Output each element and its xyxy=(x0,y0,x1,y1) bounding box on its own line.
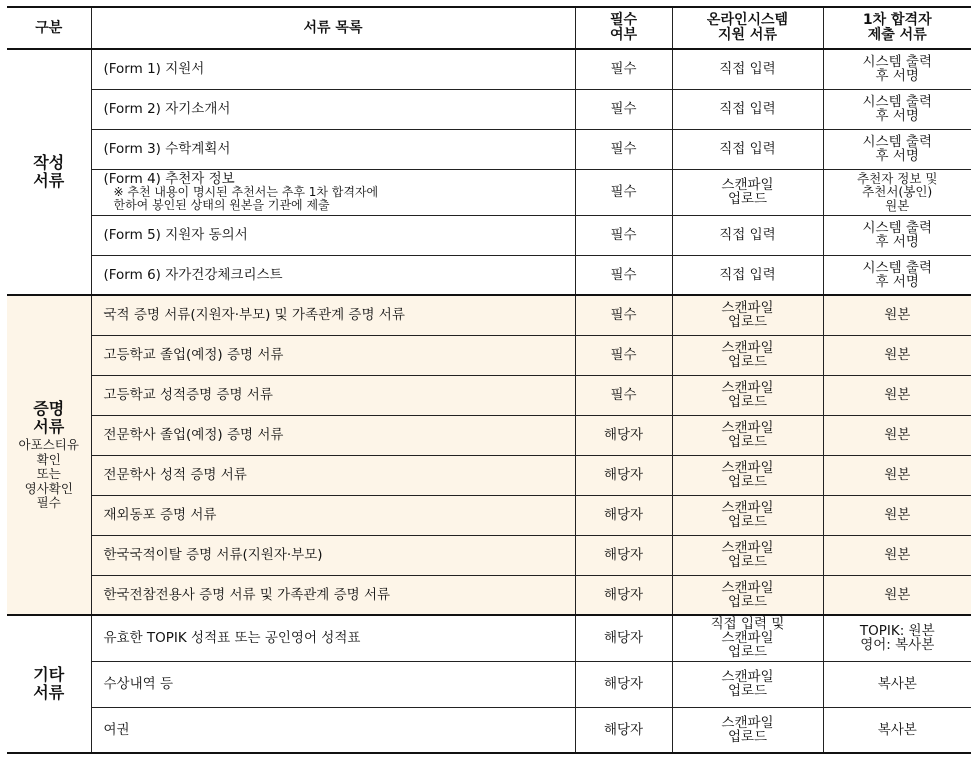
submission-type: 시스템 출력 후 서명 xyxy=(823,89,971,129)
table-row xyxy=(7,215,971,255)
table-row xyxy=(7,375,971,415)
group-certificates xyxy=(7,295,971,615)
category-certificates xyxy=(7,295,91,615)
online-method: 스캔파일 업로드 xyxy=(672,415,823,455)
category-note: 아포스티유 확인 또는 영사확인 필수 xyxy=(18,437,79,510)
online-method: 스캔파일 업로드 xyxy=(672,335,823,375)
online-method: 스캔파일 업로드 xyxy=(672,455,823,495)
online-method: 직접 입력 xyxy=(672,255,823,295)
category-other: 기타 서류 xyxy=(7,615,91,753)
group-written xyxy=(7,49,971,295)
required-status: 해당자 xyxy=(575,575,672,615)
table-row xyxy=(7,495,971,535)
required-status: 필수 xyxy=(575,215,672,255)
online-method: 스캔파일 업로드 xyxy=(672,707,823,753)
required-status: 해당자 xyxy=(575,495,672,535)
document-name: (Form 3) 수학계획서 xyxy=(91,129,575,169)
table-row xyxy=(7,615,971,661)
header-row xyxy=(7,7,971,49)
header-required: 필수 여부 xyxy=(575,7,672,49)
table-row xyxy=(7,49,971,89)
header-online: 온라인시스템 지원 서류 xyxy=(672,7,823,49)
document-name: 한국국적이탈 증명 서류(지원자·부모) xyxy=(91,535,575,575)
document-name: (Form 6) 자가건강체크리스트 xyxy=(91,255,575,295)
submission-type: 시스템 출력 후 서명 xyxy=(823,129,971,169)
submission-type: 복사본 xyxy=(823,707,971,753)
required-status: 필수 xyxy=(575,295,672,335)
table-row xyxy=(7,129,971,169)
submission-type: TOPIK: 원본 영어: 복사본 xyxy=(823,615,971,661)
submission-type: 시스템 출력 후 서명 xyxy=(823,215,971,255)
document-name: 고등학교 성적증명 증명 서류 xyxy=(91,375,575,415)
document-name: 여권 xyxy=(91,707,575,753)
table-row xyxy=(7,295,971,335)
required-status: 해당자 xyxy=(575,707,672,753)
table-row xyxy=(7,415,971,455)
group-other xyxy=(7,615,971,753)
document-name: 재외동포 증명 서류 xyxy=(91,495,575,535)
online-method: 직접 입력 xyxy=(672,89,823,129)
submission-type: 원본 xyxy=(823,295,971,335)
document-name: 전문학사 졸업(예정) 증명 서류 xyxy=(91,415,575,455)
table-row xyxy=(7,575,971,615)
required-status: 해당자 xyxy=(575,661,672,707)
submission-type: 원본 xyxy=(823,455,971,495)
document-name: 고등학교 졸업(예정) 증명 서류 xyxy=(91,335,575,375)
header-category: 구분 xyxy=(7,7,91,49)
online-method: 직접 입력 xyxy=(672,129,823,169)
required-status: 해당자 xyxy=(575,455,672,495)
online-method: 직접 입력 및 스캔파일 업로드 xyxy=(672,615,823,661)
submission-type: 원본 xyxy=(823,495,971,535)
table-row xyxy=(7,89,971,129)
document-name: (Form 2) 자기소개서 xyxy=(91,89,575,129)
online-method: 스캔파일 업로드 xyxy=(672,661,823,707)
document-name: (Form 4) 추천자 정보 xyxy=(103,170,235,187)
required-status: 필수 xyxy=(575,49,672,89)
submission-type: 원본 xyxy=(823,535,971,575)
table-row xyxy=(7,455,971,495)
header-documents: 서류 목록 xyxy=(91,7,575,49)
category-label: 증명 서류 xyxy=(33,398,65,437)
document-name: 수상내역 등 xyxy=(91,661,575,707)
online-method: 스캔파일 업로드 xyxy=(672,495,823,535)
document-name: 한국전참전용사 증명 서류 및 가족관계 증명 서류 xyxy=(91,575,575,615)
table-row xyxy=(7,335,971,375)
table-row xyxy=(7,707,971,753)
header-first-pass: 1차 합격자 제출 서류 xyxy=(823,7,971,49)
required-status: 필수 xyxy=(575,129,672,169)
submission-type: 원본 xyxy=(823,375,971,415)
document-name: (Form 1) 지원서 xyxy=(91,49,575,89)
required-status: 필수 xyxy=(575,335,672,375)
table-row xyxy=(7,661,971,707)
required-status: 해당자 xyxy=(575,415,672,455)
submission-type: 시스템 출력 후 서명 xyxy=(823,255,971,295)
online-method: 스캔파일 업로드 xyxy=(672,375,823,415)
online-method: 스캔파일 업로드 xyxy=(672,575,823,615)
required-status: 해당자 xyxy=(575,535,672,575)
online-method: 직접 입력 xyxy=(672,215,823,255)
table-row xyxy=(7,169,971,215)
document-list-table xyxy=(7,6,971,754)
submission-type: 원본 xyxy=(823,335,971,375)
submission-type: 추천자 정보 및 추천서(봉인) 원본 xyxy=(823,169,971,215)
required-status: 필수 xyxy=(575,375,672,415)
table-row xyxy=(7,255,971,295)
document-name: (Form 5) 지원자 동의서 xyxy=(91,215,575,255)
category-written: 작성 서류 xyxy=(7,49,91,295)
document-name: 전문학사 성적 증명 서류 xyxy=(91,455,575,495)
required-status: 필수 xyxy=(575,255,672,295)
document-name: 국적 증명 서류(지원자·부모) 및 가족관계 증명 서류 xyxy=(91,295,575,335)
table-row xyxy=(7,535,971,575)
submission-type: 원본 xyxy=(823,575,971,615)
document-note: ※ 추천 내용이 명시된 추천서는 추후 1차 합격자에 한하여 봉인된 상태의 원본을 기관에 제출 xyxy=(113,184,379,213)
required-status: 필수 xyxy=(575,89,672,129)
online-method: 스캔파일 업로드 xyxy=(672,535,823,575)
online-method: 직접 입력 xyxy=(672,49,823,89)
document-name: 유효한 TOPIK 성적표 또는 공인영어 성적표 xyxy=(91,615,575,661)
submission-type: 시스템 출력 후 서명 xyxy=(823,49,971,89)
required-status: 필수 xyxy=(575,169,672,215)
required-status: 해당자 xyxy=(575,615,672,661)
online-method: 스캔파일 업로드 xyxy=(672,169,823,215)
online-method: 스캔파일 업로드 xyxy=(672,295,823,335)
document-cell-with-note xyxy=(91,169,575,215)
submission-type: 복사본 xyxy=(823,661,971,707)
submission-type: 원본 xyxy=(823,415,971,455)
